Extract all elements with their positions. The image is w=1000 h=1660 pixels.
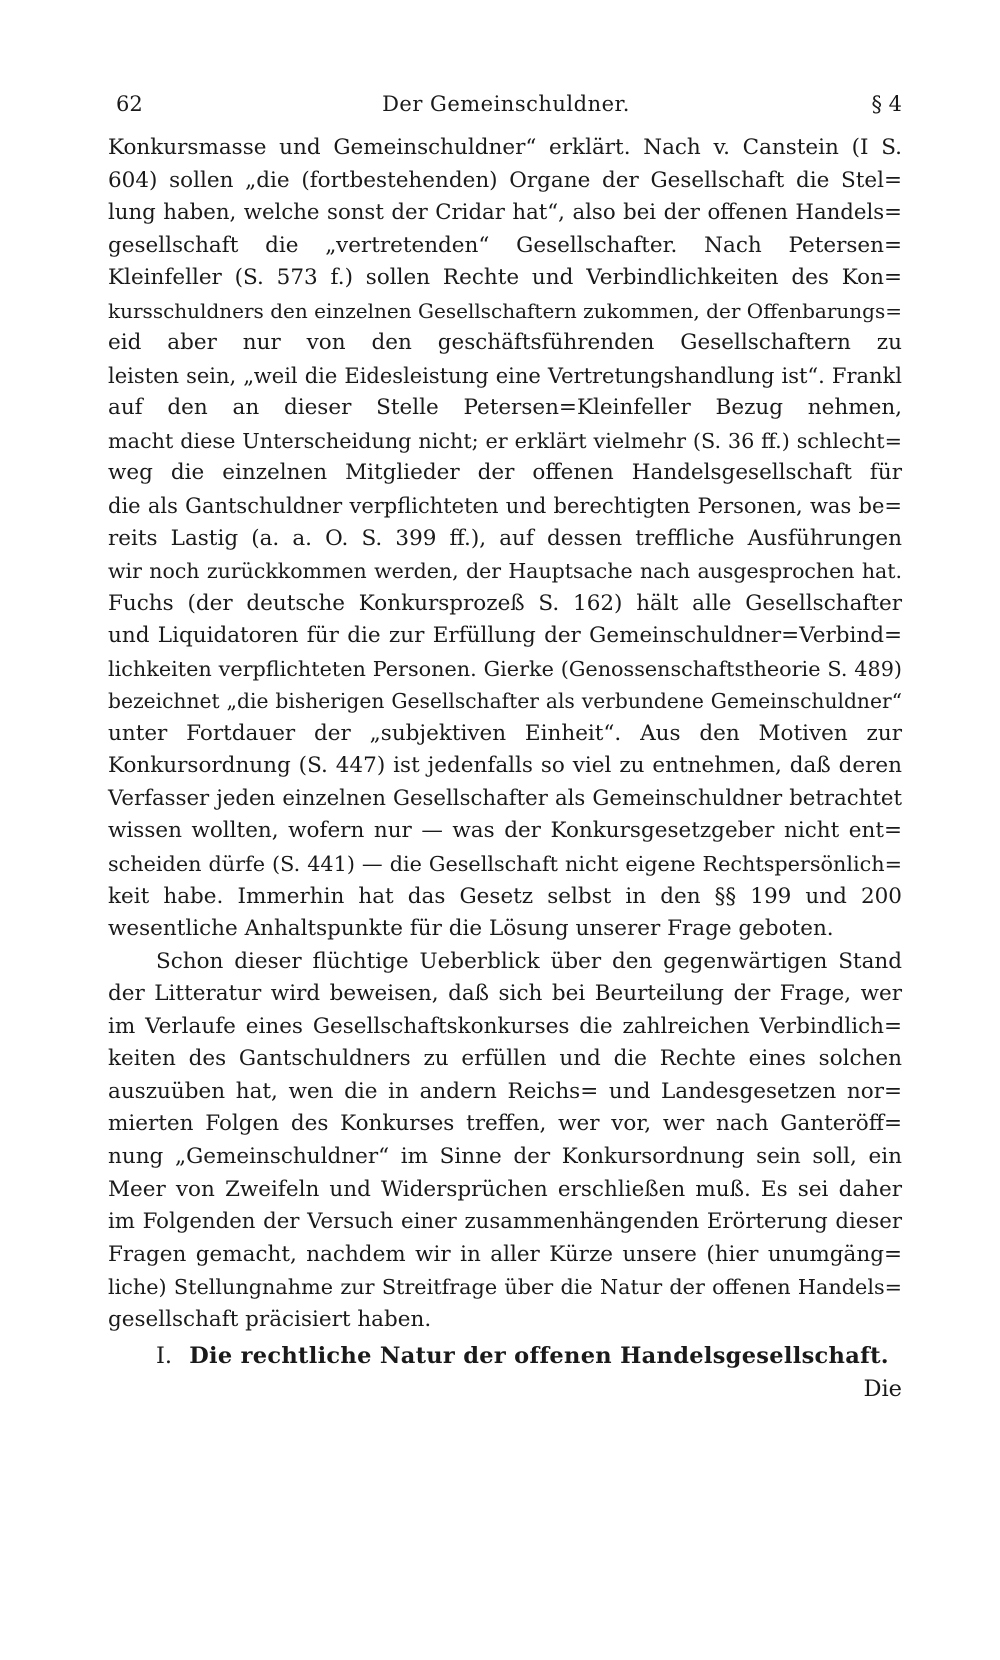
text-line: scheiden dürfe (S. 441) — die Gesellschaft nicht eigene Rechtspersönlich= <box>108 852 902 877</box>
paragraph-2 <box>108 946 902 1337</box>
page-number: 62 <box>116 92 143 116</box>
text-line: lichkeiten verpflichteten Personen. Gierke (Genossenschaftstheorie S. 489) <box>108 656 902 681</box>
text-line: nung „Gemeinschuldner“ im Sinne der Konkursordnung sein soll, ein <box>108 1143 902 1169</box>
text-line: macht diese Unterscheidung nicht; er erklärt vielmehr (S. 36 ff.) schlecht= <box>108 428 902 453</box>
page-header <box>110 92 902 128</box>
text-line: keiten des Gantschuldners zu erfüllen und die Rechte eines solchen <box>108 1046 902 1072</box>
text-line: mierten Folgen des Konkurses treffen, wer vor, wer nach Ganteröff= <box>108 1111 902 1137</box>
text-line: auszuüben hat, wen die in andern Reichs= und Landesgesetzen nor= <box>108 1078 902 1104</box>
text-line: bezeichnet „die bisherigen Gesellschafter als verbundene Gemeinschuldner“ <box>108 689 902 714</box>
text-line: weg die einzelnen Mitglieder der offenen Handelsgesellschaft für <box>108 460 902 486</box>
text-line: Kleinfeller (S. 573 f.) sollen Rechte und Verbindlichkeiten des Kon= <box>108 265 902 291</box>
text-line: Konkursordnung (S. 447) ist jedenfalls so viel zu entnehmen, daß deren <box>108 753 902 779</box>
text-line: 604) sollen „die (fortbestehenden) Organe der Gesellschaft die Stel= <box>108 167 902 193</box>
text-line: gesellschaft präcisiert haben. <box>108 1306 432 1332</box>
body-text <box>108 132 902 1405</box>
section-heading <box>108 1340 902 1402</box>
text-line: kursschuldners den einzelnen Gesellschaftern zukommen, der Offenbarungs= <box>108 298 902 323</box>
text-line: Meer von Zweifeln und Widersprüchen erschließen muß. Es sei daher <box>108 1176 902 1202</box>
heading-continuation: Die <box>863 1375 902 1402</box>
section-reference: § 4 <box>871 92 902 116</box>
text-line: auf den an dieser Stelle Petersen=Kleinfeller Bezug nehmen, <box>108 395 902 421</box>
text-line: reits Lastig (a. a. O. S. 399 ff.), auf dessen treffliche Ausführungen <box>108 525 902 551</box>
text-line: im Verlaufe eines Gesellschaftskonkurses die zahlreichen Verbindlich= <box>108 1013 902 1039</box>
text-line: leisten sein, „weil die Eidesleistung eine Vertretungshandlung ist“. Frankl <box>108 363 902 388</box>
paragraph-1 <box>108 132 902 946</box>
text-line: der Litteratur wird beweisen, daß sich bei Beurteilung der Frage, wer <box>108 981 902 1007</box>
text-line: Fuchs (der deutsche Konkursprozeß S. 162) hält alle Gesellschafter <box>108 590 902 616</box>
text-line: wissen wollten, wofern nur — was der Konkursgesetzgeber nicht ent= <box>108 818 902 844</box>
text-line: lung haben, welche sonst der Cridar hat“, also bei der offenen Handels= <box>108 200 902 226</box>
text-line: Konkursmasse und Gemeinschuldner“ erklärt. Nach v. Canstein (I S. <box>108 135 902 160</box>
text-line: gesellschaft die „vertretenden“ Gesellschafter. Nach Petersen= <box>108 232 902 258</box>
text-line: liche) Stellungnahme zur Streitfrage über die Natur der offenen Handels= <box>108 1275 902 1300</box>
text-line: wesentliche Anhaltspunkte für die Lösung unserer Frage geboten. <box>108 916 834 942</box>
text-line: und Liquidatoren für die zur Erfüllung der Gemeinschuldner=Verbind= <box>108 623 902 649</box>
running-title: Der Gemeinschuldner. <box>382 92 630 116</box>
text-line: eid aber nur von den geschäftsführenden Gesellschaftern zu <box>108 330 902 356</box>
text-line: Schon dieser flüchtige Ueberblick über den gegenwärtigen Stand <box>156 948 902 974</box>
text-line: im Folgenden der Versuch einer zusammenhängenden Erörterung dieser <box>108 1209 902 1235</box>
text-line: Verfasser jeden einzelnen Gesellschafter als Gemeinschuldner betrachtet <box>108 785 902 811</box>
text-line: Fragen gemacht, nachdem wir in aller Kürze unsere (hier unumgäng= <box>108 1241 902 1267</box>
text-line: wir noch zurückkommen werden, der Hauptsache nach ausgesprochen hat. <box>108 559 902 584</box>
text-line: unter Fortdauer der „subjektiven Einheit“. Aus den Motiven zur <box>108 720 902 746</box>
text-line: die als Gantschuldner verpflichteten und berechtigten Personen, was be= <box>108 494 902 519</box>
heading-number: I. <box>156 1343 173 1370</box>
heading-title: Die rechtliche Natur der offenen Handelsgesellschaft. <box>189 1343 889 1370</box>
text-line: keit habe. Immerhin hat das Gesetz selbst in den §§ 199 und 200 <box>108 883 902 909</box>
